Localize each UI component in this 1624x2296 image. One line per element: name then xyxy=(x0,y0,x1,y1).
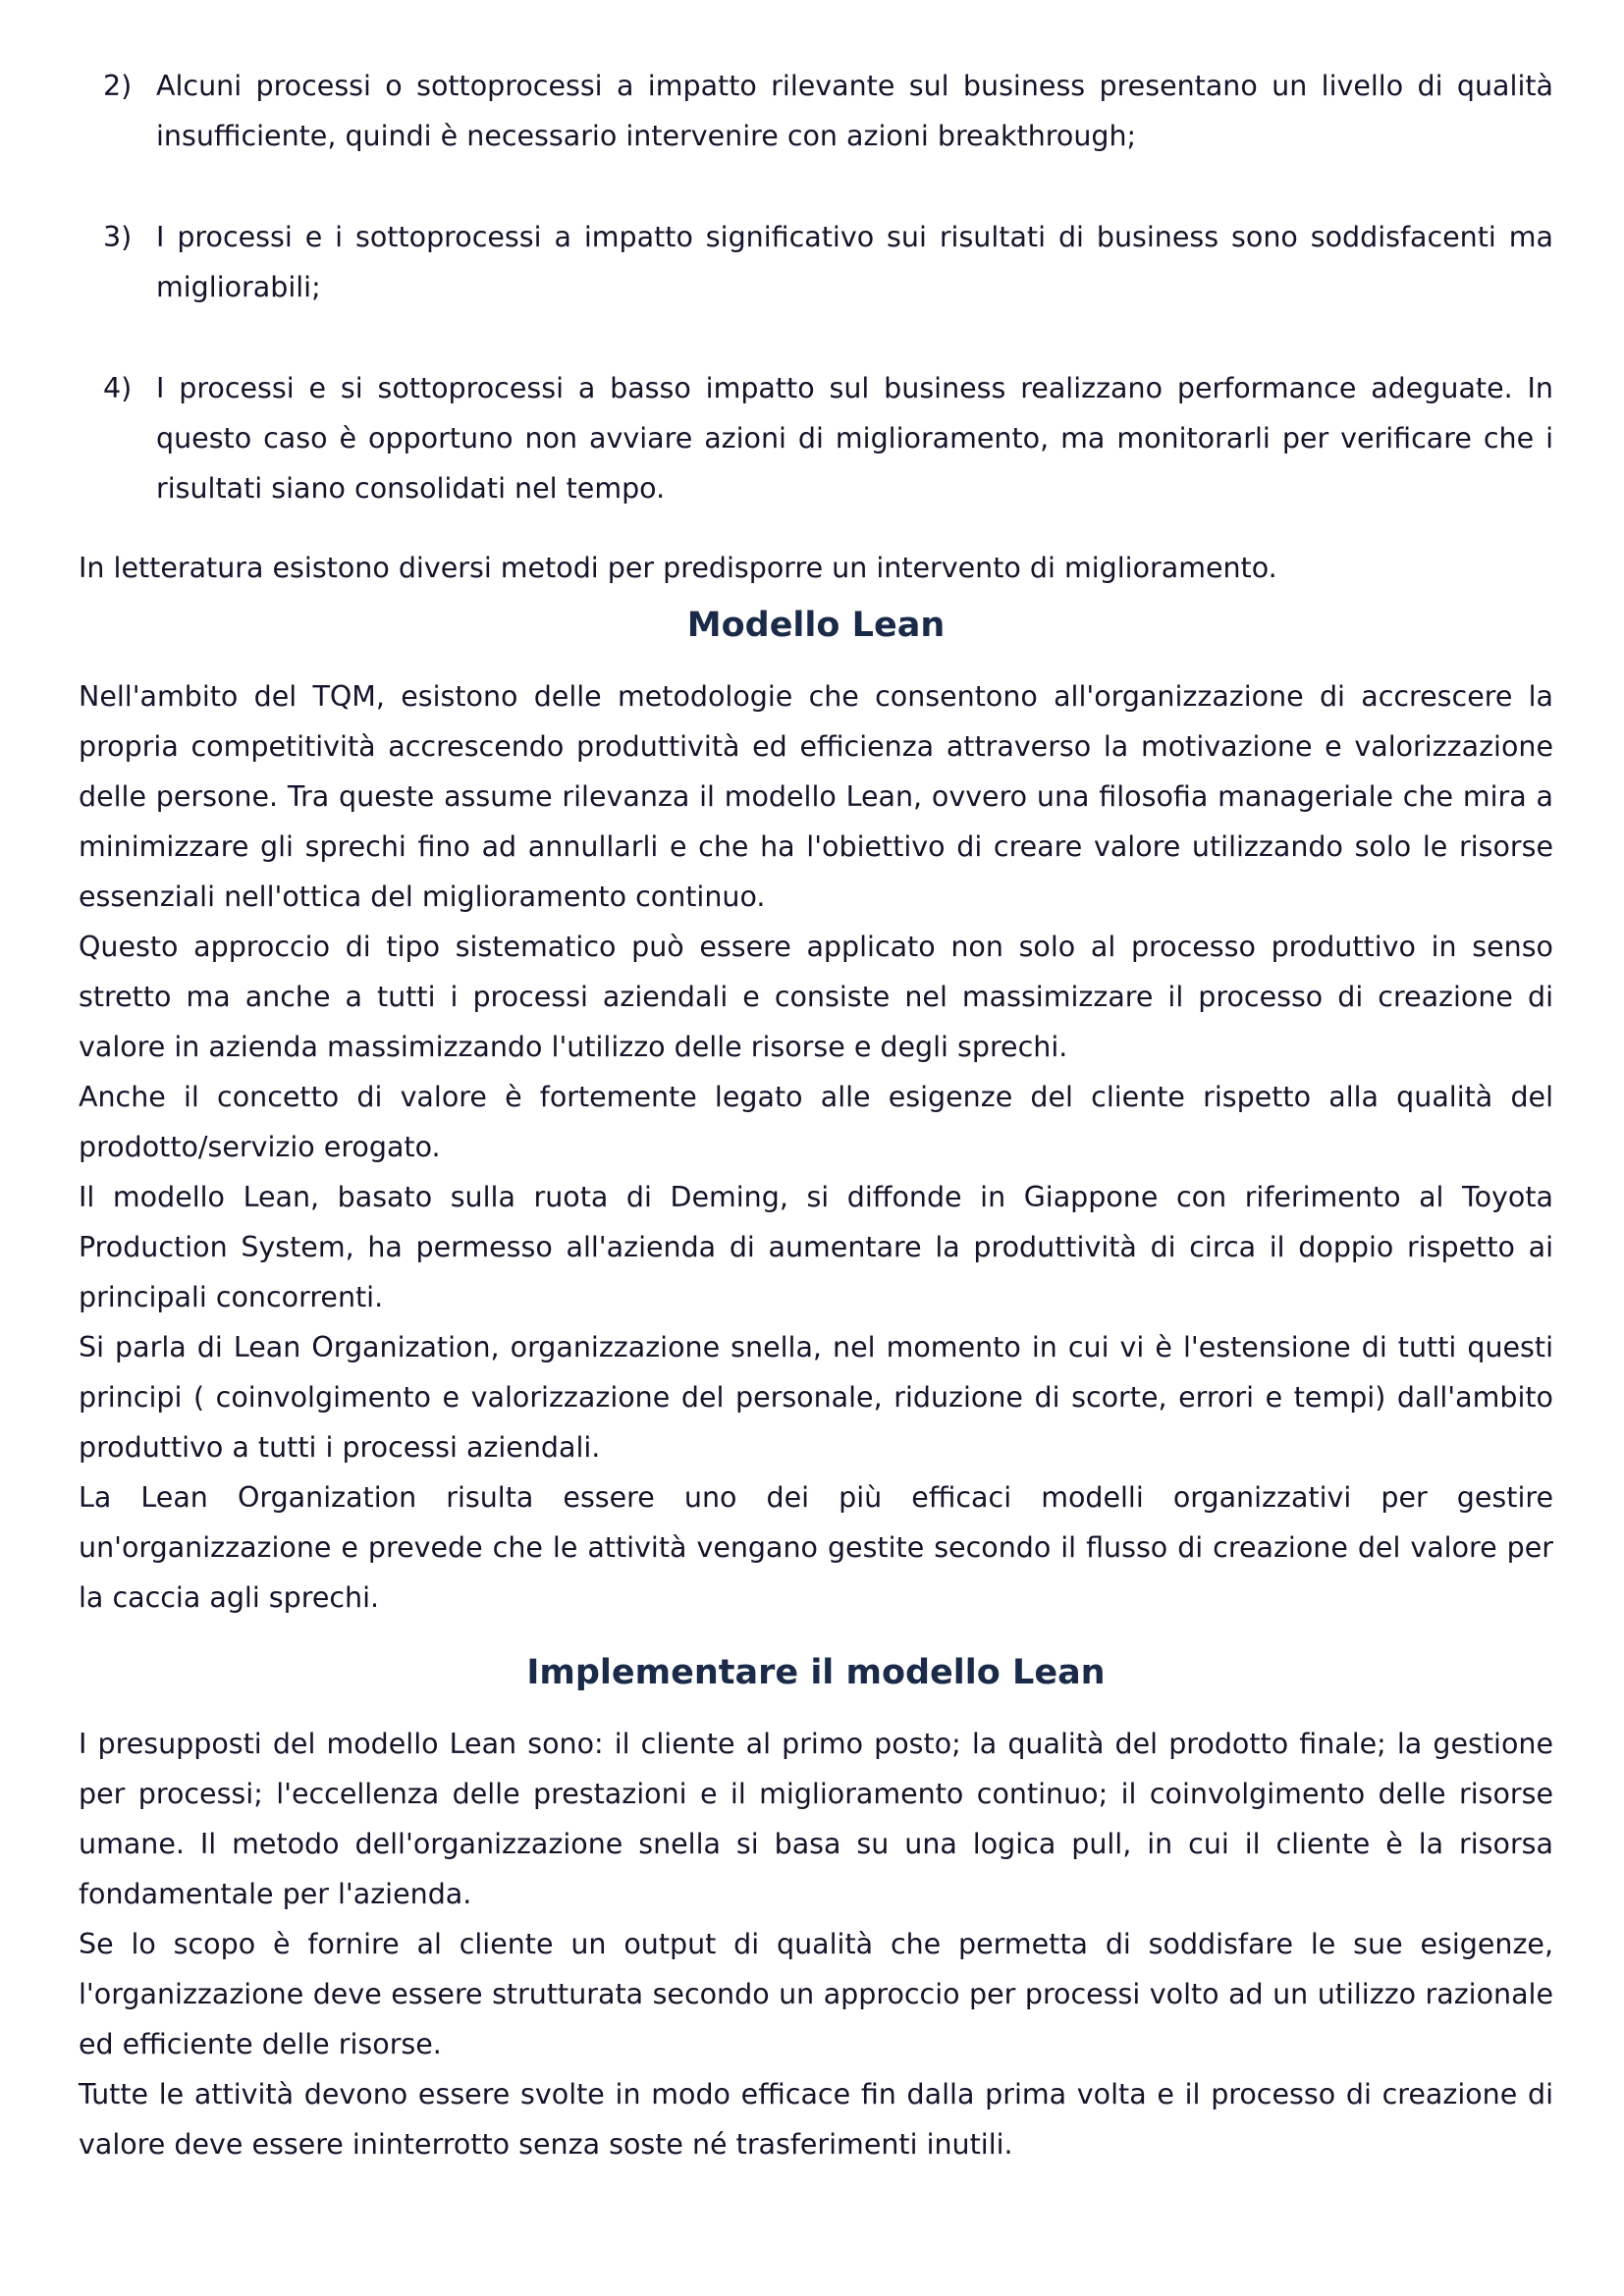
document-page xyxy=(79,61,1553,2169)
paragraph: Nell'ambito del TQM, esistono delle metodologie che consentono all'organizzazione di accrescere la propria competitività accrescendo produttività ed efficienza attraverso la motivazione e valorizzazione delle persone. Tra queste assume rilevanza il modello Lean, ovvero una filosofia manageriale che mira a minimizzare gli sprechi fino ad annullarli e che ha l'obiettivo di creare valore utilizzando solo le risorse essenziali nell'ottica del miglioramento continuo. xyxy=(79,680,1553,913)
section-body-modello-lean xyxy=(79,671,1553,1623)
section-title-implementare: Implementare il modello Lean xyxy=(526,1653,1106,1692)
list-item xyxy=(79,212,1553,312)
list-item xyxy=(79,363,1553,513)
section-title-modello-lean: Modello Lean xyxy=(686,606,946,645)
list-item-text: I processi e i sottoprocessi a impatto significativo sui risultati di business sono soddisfacenti ma migliorabili; xyxy=(156,221,1553,303)
paragraph: Si parla di Lean Organization, organizzazione snella, nel momento in cui vi è l'estensione di tutti questi principi ( coinvolgimento e valorizzazione del personale, riduzione di scorte, errori e tempi) dall'ambito produttivo a tutti i processi aziendali. xyxy=(79,1331,1553,1464)
paragraph: I presupposti del modello Lean sono: il cliente al primo posto; la qualità del prodotto finale; la gestione per processi; l'eccellenza delle prestazioni e il miglioramento continuo; il coinvolgimento delle risorse umane. Il metodo dell'organizzazione snella si basa su una logica pull, in cui il cliente è la risorsa fondamentale per l'azienda. xyxy=(79,1728,1553,1910)
paragraph: Anche il concetto di valore è fortemente legato alle esigenze del cliente rispetto alla qualità del prodotto/servizio erogato. xyxy=(79,1081,1553,1163)
paragraph: Il modello Lean, basato sulla ruota di Deming, si diffonde in Giappone con riferimento al Toyota Production System, ha permesso all'azienda di aumentare la produttività di circa il doppio rispetto ai principali concorrenti. xyxy=(79,1181,1553,1313)
list-item-number: 4) xyxy=(103,372,133,404)
paragraph: Se lo scopo è fornire al cliente un output di qualità che permetta di soddisfare le sue esigenze, l'organizzazione deve essere strutturata secondo un approccio per processi volto ad un utilizzo razionale ed efficiente delle risorse. xyxy=(79,1928,1553,2060)
list-item-text: Alcuni processi o sottoprocessi a impatto rilevante sul business presentano un livello di qualità insufficiente, quindi è necessario intervenire con azioni breakthrough; xyxy=(156,70,1553,152)
paragraph: Questo approccio di tipo sistematico può essere applicato non solo al processo produttivo in senso stretto ma anche a tutti i processi aziendali e consiste nel massimizzare il processo di creazione di valore in azienda massimizzando l'utilizzo delle risorse e degli sprechi. xyxy=(79,931,1553,1063)
numbered-list xyxy=(79,61,1553,513)
list-item-number: 2) xyxy=(103,70,133,102)
list-item-text: I processi e si sottoprocessi a basso impatto sul business realizzano performance adeguate. In questo caso è opportuno non avviare azioni di miglioramento, ma monitorarli per verificare che i risultati siano consolidati nel tempo. xyxy=(156,372,1553,505)
paragraph: Tutte le attività devono essere svolte in modo efficace fin dalla prima volta e il processo di creazione di valore deve essere ininterrotto senza soste né trasferimenti inutili. xyxy=(79,2078,1553,2161)
intro-paragraph: In letteratura esistono diversi metodi per predisporre un intervento di miglioramento. xyxy=(79,552,1277,584)
paragraph: La Lean Organization risulta essere uno dei più efficaci modelli organizzativi per gestire un'organizzazione e prevede che le attività vengano gestite secondo il flusso di creazione del valore per la caccia agli sprechi. xyxy=(79,1481,1553,1614)
list-item-number: 3) xyxy=(103,221,133,253)
section-body-implementare xyxy=(79,1719,1553,2169)
list-item xyxy=(79,61,1553,161)
